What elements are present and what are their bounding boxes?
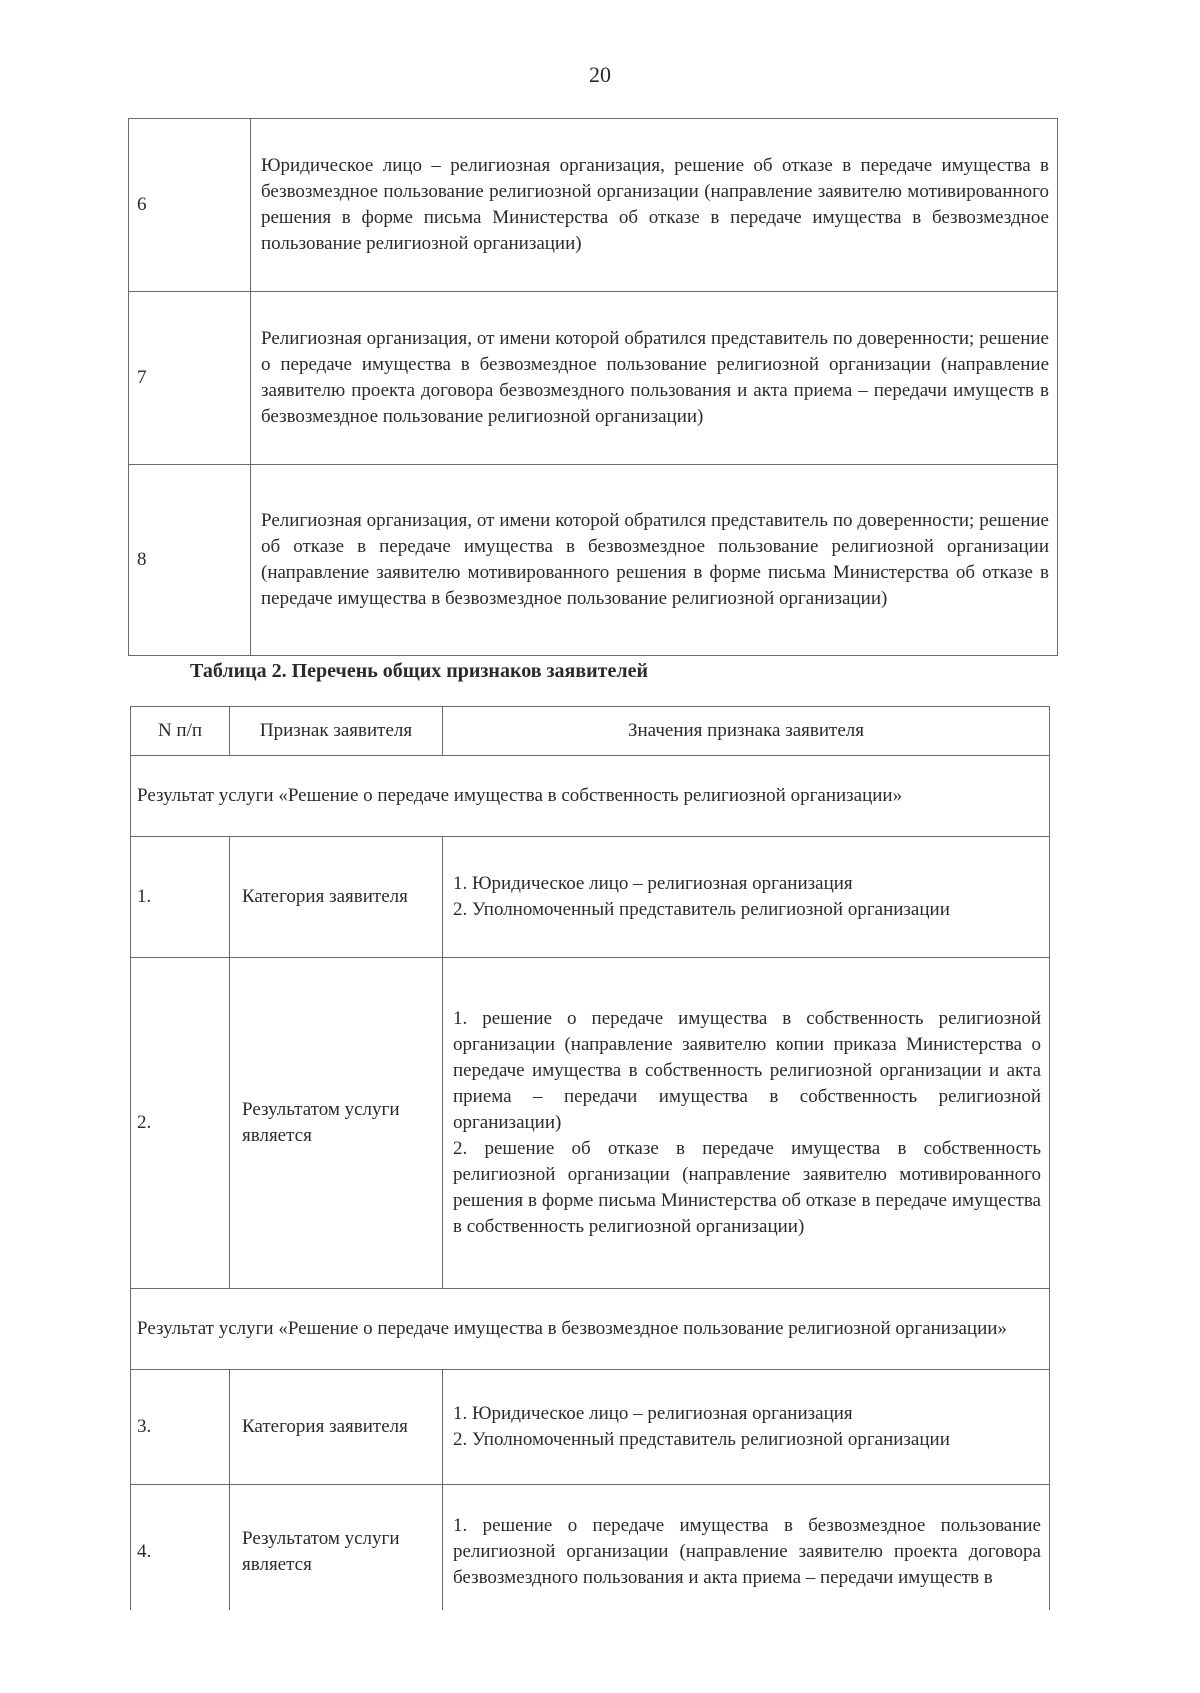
table-row — [131, 1370, 1050, 1485]
row-description: Юридическое лицо – религиозная организация, решение об отказе в передаче имущества в безвозмездное пользование религиозной организации (направление заявителю мотивированного решения в форме письма Министерства об отказе в передаче имущества в безвозмездное пользование религиозной организации) — [251, 119, 1058, 292]
value-item: 1. решение о передаче имущества в собственность религиозной организации (направление заявителю копии приказа Министерства о передаче имущества в собственность религиозной организации и акта приема – передачи имущества в собственность религиозной организации) — [453, 1008, 1041, 1133]
column-header-values: Значения признака заявителя — [443, 707, 1050, 756]
value-item: 2. Уполномоченный представитель религиозной организации — [453, 899, 950, 920]
attribute-name: Категория заявителя — [230, 837, 443, 958]
value-item: 2. решение об отказе в передаче имущества в собственность религиозной организации (направление заявителю мотивированного решения в форме письма Министерства об отказе в передаче имущества в собственность религиозной организации) — [453, 1138, 1041, 1237]
table-caption: Таблица 2. Перечень общих признаков заявителей — [190, 660, 649, 682]
applicant-variants-table — [128, 118, 1058, 656]
attribute-name: Результатом услуги является — [230, 958, 443, 1289]
row-description: Религиозная организация, от имени которой обратился представитель по доверенности; решение об отказе в передаче имущества в безвозмездное пользование религиозной организации (направление заявителю мотивированного решения в форме письма Министерства об отказе в передаче имущества в безвозмездное пользование религиозной организации) — [251, 465, 1058, 656]
value-item: 1. Юридическое лицо – религиозная организация — [453, 873, 853, 894]
value-item: 2. Уполномоченный представитель религиозной организации — [453, 1429, 950, 1450]
value-item: 1. решение о передаче имущества в безвозмездное пользование религиозной организации (направление заявителю проекта договора безвозмездного пользования и акта приема – передачи имуществ в — [453, 1515, 1041, 1588]
table-row — [131, 958, 1050, 1289]
table-row — [129, 292, 1058, 465]
value-item: 1. Юридическое лицо – религиозная организация — [453, 1403, 853, 1424]
attribute-name: Категория заявителя — [230, 1370, 443, 1485]
row-number: 1. — [131, 837, 230, 958]
applicant-attributes-table — [130, 706, 1050, 1620]
column-header-number: N п/п — [131, 707, 230, 756]
table-row — [129, 119, 1058, 292]
row-number: 2. — [131, 958, 230, 1289]
row-number: 6 — [129, 119, 251, 292]
row-number: 7 — [129, 292, 251, 465]
row-number: 8 — [129, 465, 251, 656]
page-number: 20 — [589, 62, 611, 87]
attribute-values — [443, 837, 1050, 958]
row-description: Религиозная организация, от имени которой обратился представитель по доверенности; решение о передаче имущества в безвозмездное пользование религиозной организации (направление заявителю проекта договора безвозмездного пользования и акта приема – передачи имуществ в безвозмездное пользование религиозной организации) — [251, 292, 1058, 465]
table-header-row — [131, 707, 1050, 756]
column-header-attribute: Признак заявителя — [230, 707, 443, 756]
group-title: Результат услуги «Решение о передаче имущества в собственность религиозной организации» — [131, 756, 1050, 837]
group-row — [131, 1289, 1050, 1370]
table-row — [129, 465, 1058, 656]
group-row — [131, 756, 1050, 837]
attribute-values — [443, 1370, 1050, 1485]
table-row — [131, 1485, 1050, 1620]
group-title: Результат услуги «Решение о передаче имущества в безвозмездное пользование религиозной организации» — [131, 1289, 1050, 1370]
attribute-values — [443, 958, 1050, 1289]
page-bottom-margin — [0, 1610, 1200, 1693]
attribute-name: Результатом услуги является — [230, 1485, 443, 1620]
table-row — [131, 837, 1050, 958]
attribute-values — [443, 1485, 1050, 1620]
row-number: 3. — [131, 1370, 230, 1485]
row-number: 4. — [131, 1485, 230, 1620]
